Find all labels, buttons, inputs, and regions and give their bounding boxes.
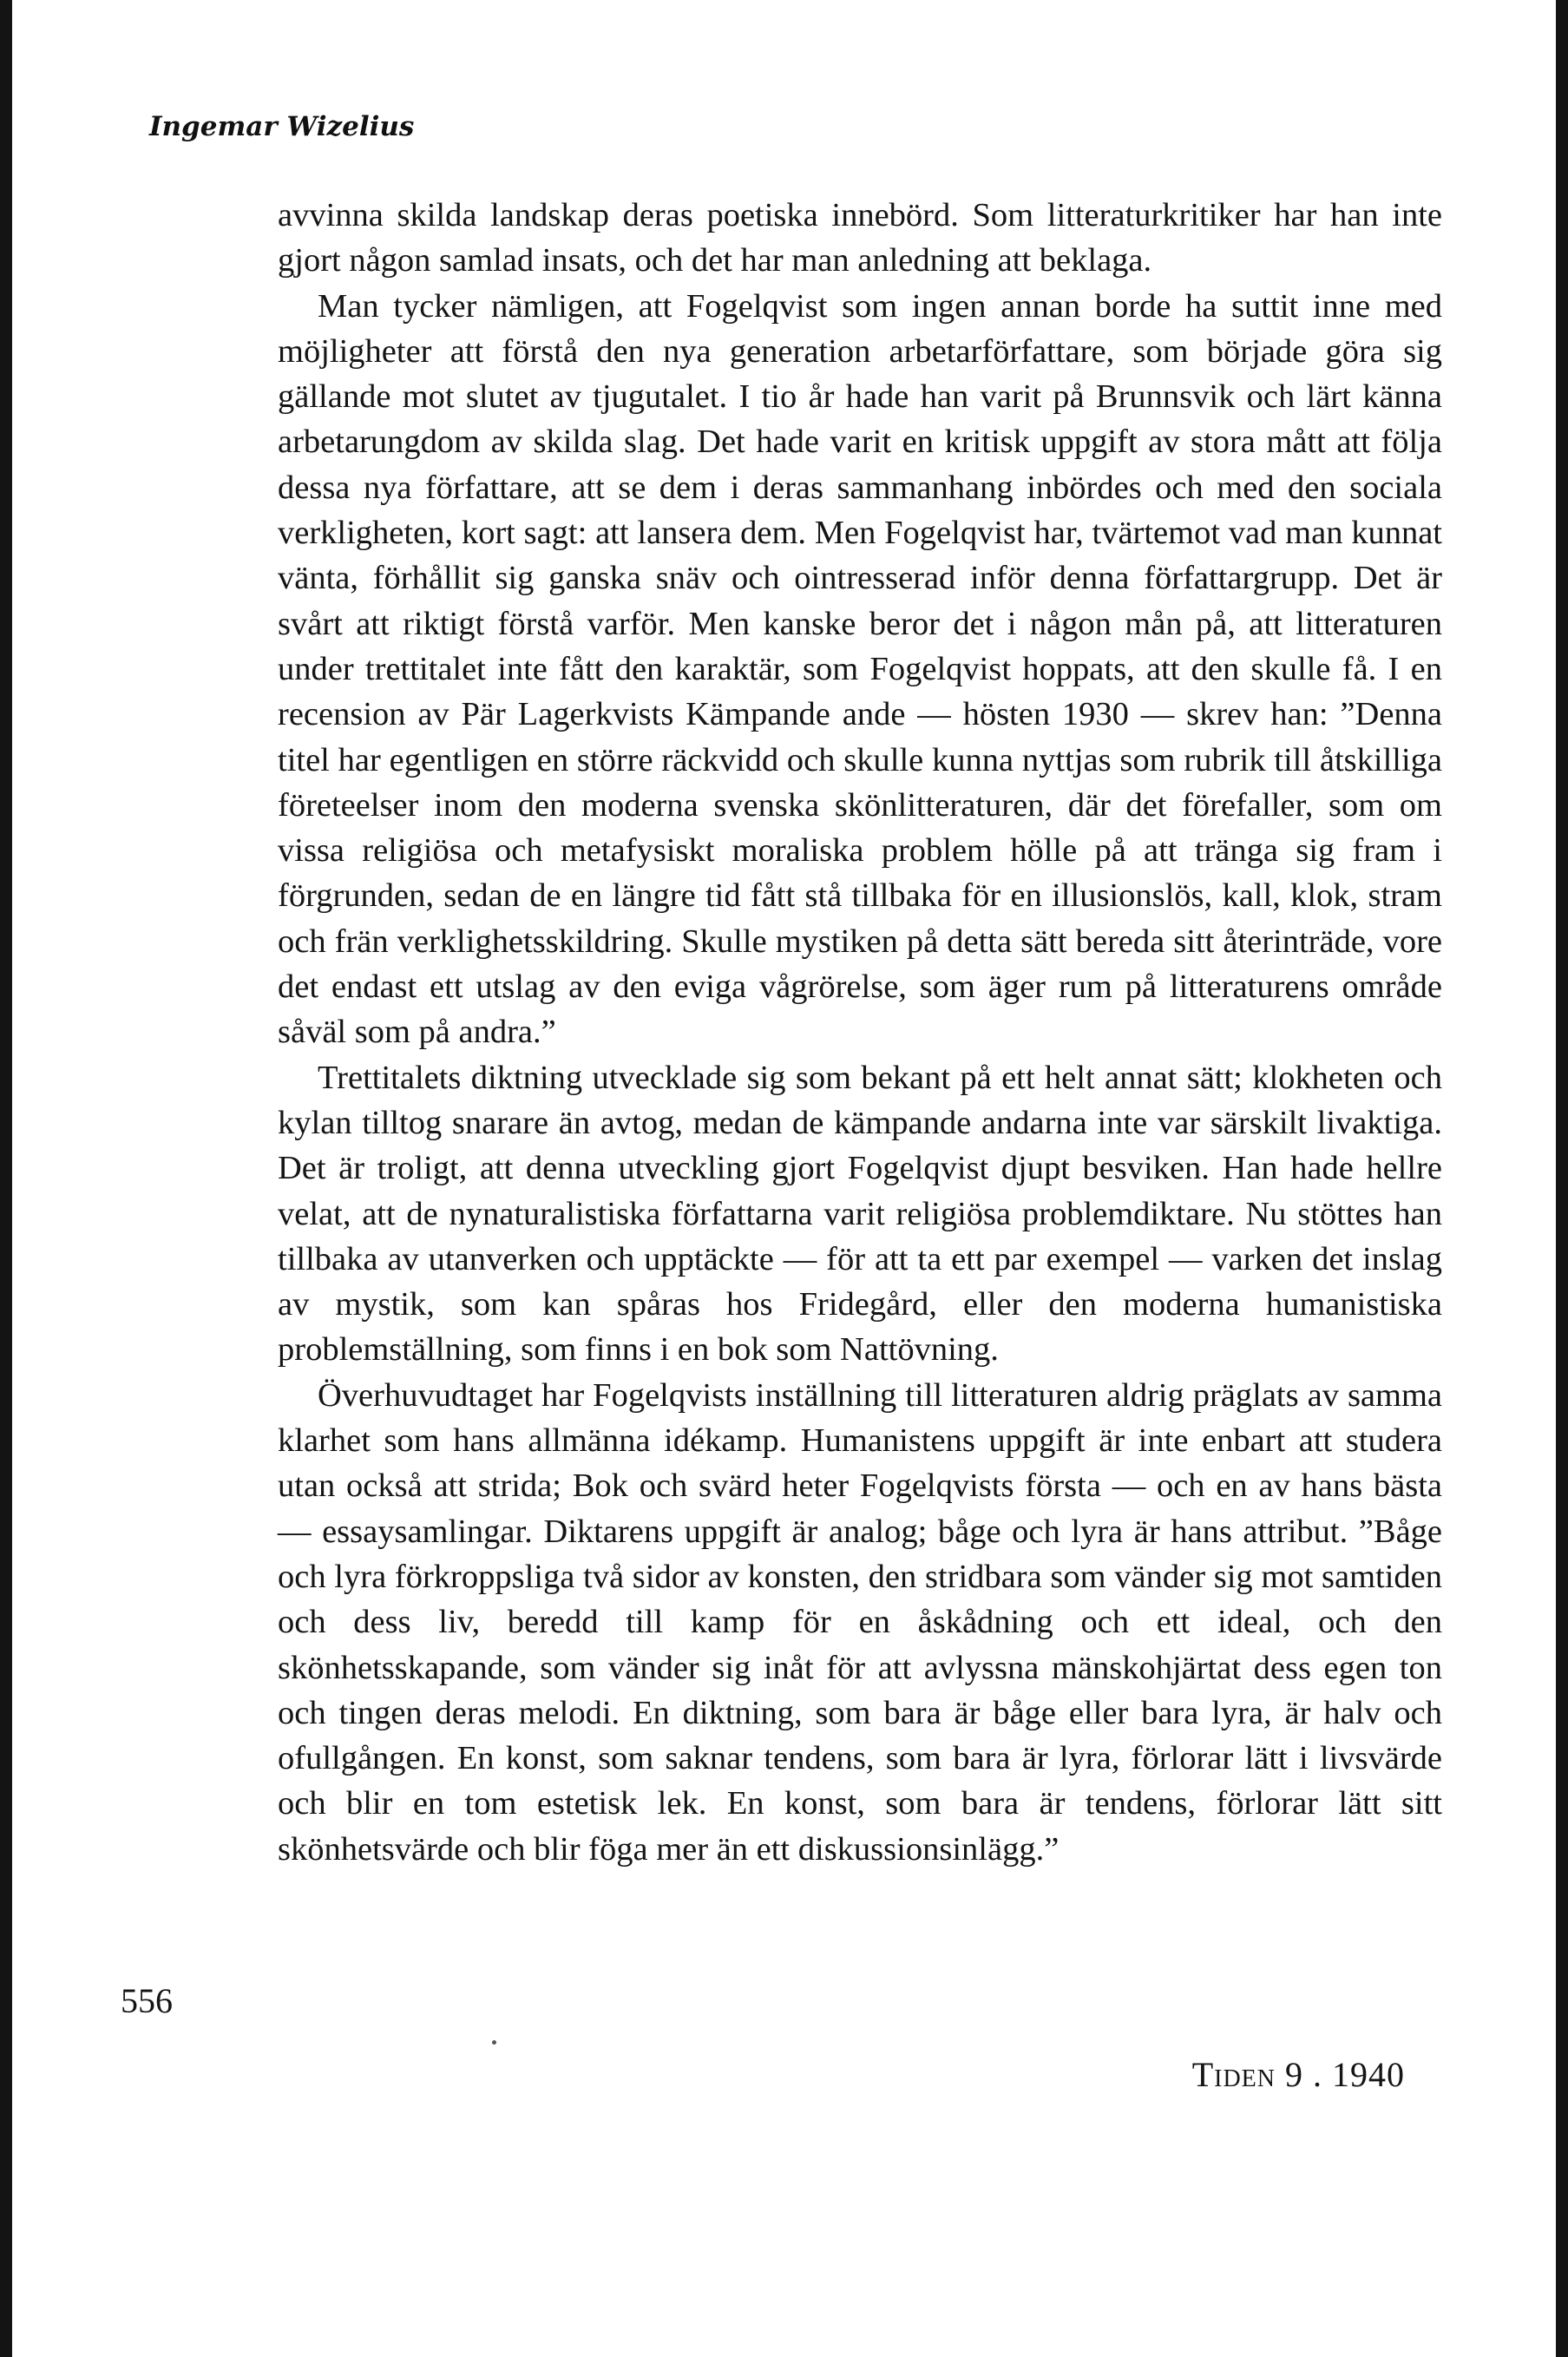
paragraph-2: Man tycker nämligen, att Fogelqvist som ingen annan borde ha suttit inne med möjligheter att förstå den nya generation arbetarförfattare, som började göra sig gällande mot slutet av tjugutalet. I tio år hade han varit på Brunnsvik och lärt känna arbetarungdom av skilda slag. Det hade varit en kritisk uppgift av stora mått att följa dessa nya författare, att se dem i deras sammanhang inbördes och med den sociala verkligheten, kort sagt: att lansera dem. Men Fogelqvist har, tvärtemot vad man kunnat vänta, förhållit sig ganska snäv och ointresserad inför denna författargrupp. Det är svårt att riktigt förstå varför. Men kanske beror det i någon mån på, att litteraturen under trettitalet inte fått den karaktär, som Fogelqvist hoppats, att den skulle få. I en recension av Pär Lagerkvists Kämpande ande — hösten 1930 — skrev han: ”Denna titel har egentligen en större räckvidd och skulle kunna nyttjas som rubrik till åtskilliga företeelser inom den moderna svenska skönlitteraturen, där det förefaller, som om vissa religiösa och metafysiskt moraliska problem hölle på att tränga sig fram i förgrunden, sedan de en längre tid fått stå tillbaka för en illusionslös, kall, klok, stram och frän verklighetsskildring. Skulle mystiken på detta sätt bereda sitt återinträde, vore det endast ett utslag av den eviga vågrörelse, som äger rum på litteraturens område såväl som på andra.” bbox=[278, 287, 1442, 1051]
document-page bbox=[12, 0, 1556, 2357]
running-header-author: Ingemar Wizelius bbox=[149, 111, 415, 142]
page-number: 556 bbox=[121, 1981, 173, 2020]
journal-footer: Tiden 9 . 1940 bbox=[1191, 2055, 1405, 2094]
paragraph-4: Överhuvudtaget har Fogelqvists inställning till litteraturen aldrig präglats av samma klarhet som hans allmänna idékamp. Humanistens uppgift är inte enbart att studera utan också att strida; Bok och svärd heter Fogelqvists första — och en av hans bästa — essaysamlingar. Diktarens uppgift är analog; båge och lyra är hans attribut. ”Båge och lyra förkroppsliga två sidor av konsten, den stridbara som vänder sig mot samtiden och dess liv, beredd till kamp för en åskådning och ett ideal, och den skönhetsskapande, som vänder sig inåt för att avlyssna mänskohjärtat dess egen ton och tingen deras melodi. En diktning, som bara är båge eller bara lyra, är halv och ofullgången. En konst, som saknar tendens, som bara är lyra, förlorar lätt i livsvärde och blir en tom estetisk lek. En konst, som bara är tendens, förlorar lätt sitt skönhetsvärde och blir föga mer än ett diskussionsinlägg.” bbox=[278, 1376, 1442, 1868]
article-body bbox=[278, 193, 1442, 1872]
paragraph-1: avvinna skilda landskap deras poetiska innebörd. Som litteraturkritiker har han inte gjort någon samlad insats, och det har man anledning att beklaga. bbox=[278, 197, 1442, 279]
paragraph-3: Trettitalets diktning utvecklade sig som bekant på ett helt annat sätt; klokheten och kylan tilltog snarare än avtog, medan de kämpande andarna inte var särskilt livaktiga. Det är troligt, att denna utveckling gjort Fogelqvist djupt besviken. Han hade hellre velat, att de nynaturalistiska författarna varit religiösa problemdiktare. Nu stöttes han tillbaka av utanverken och upptäckte — för att ta ett par exempel — varken det inslag av mystik, som kan spåras hos Fridegård, eller den moderna humanistiska problemställning, som finns i en bok som Nattövning. bbox=[278, 1059, 1442, 1369]
print-speck bbox=[492, 2040, 496, 2045]
